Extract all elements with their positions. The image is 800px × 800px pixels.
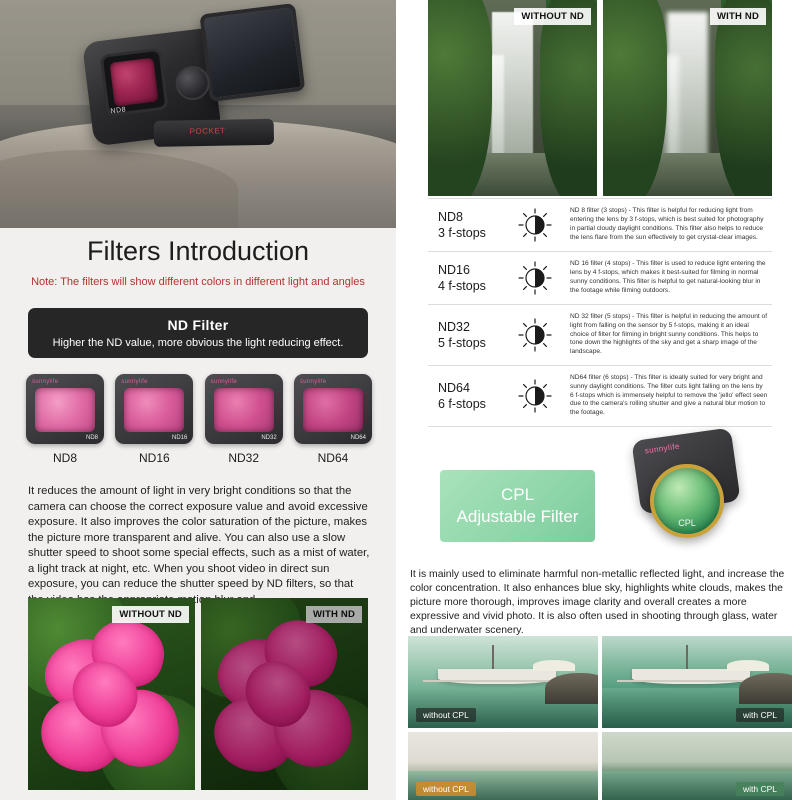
with-nd-tag: WITH ND [710, 8, 766, 25]
sun-half-icon [506, 317, 564, 353]
filter-glass [35, 388, 95, 432]
nd-row-name [428, 380, 506, 412]
nd-filter-glass [110, 58, 159, 107]
waterfall-comparison [428, 0, 772, 196]
table-row [428, 366, 772, 427]
nd-row-description: ND 8 filter (3 stops) - This filter is helpful for reducing light from entering the lens by 3 f-stops, which is best suited for photography in partial cloudy daylight conditions. This filter also helps to reduce the lens flare from the sun effectively to get crystal-clear images. [570, 207, 764, 241]
waterfall-without-nd [428, 0, 597, 196]
cpl-filter-mark: CPL [678, 518, 696, 528]
nd-row-title: ND32 [438, 319, 470, 334]
nd-row-name [428, 319, 506, 351]
nd-row-description: ND 16 filter (4 stops) - This filter is used to reduce light entering the lens by 4 f-stops, which makes it best-suited for filming in normal sunny conditions. This filter is helpful to get natural-looking blur in the footage while filming outdoors. [570, 260, 766, 294]
filter-chip-code: ND8 [85, 435, 98, 441]
cpl-filter-glass [650, 464, 724, 538]
filter-brand-label: sunnylife [32, 379, 59, 385]
camera-illustration [81, 10, 305, 163]
with-cpl-tag: with CPL [736, 782, 784, 796]
filter-item-nd16 [115, 374, 193, 465]
sun-half-icon [506, 260, 564, 296]
cpl-filter-illustration [636, 434, 736, 552]
filter-chip [294, 374, 372, 444]
nd-description-paragraph: It reduces the amount of light in very bright conditions so that the camera can choose the correct exposure value and avoid excessive exposure. It also improves the color saturation of the picture, makes the picture more transparent and alive. You can also use a slow shutter speed to shoot some special effects, such as a mist of water, a light track at night, etc. When you shoot video in direct sun exposure, you can reduce the shutter speed by ND filters, so that [28, 485, 370, 590]
foliage-left [428, 0, 492, 196]
table-row [428, 252, 772, 305]
nd-row-title: ND64 [438, 380, 470, 395]
cpl-shot-with-cpl-sky [602, 732, 792, 800]
nd-banner-title: ND Filter [167, 317, 229, 333]
flower-with-nd [201, 598, 368, 790]
cpl-badge-line1: CPL [500, 485, 535, 504]
flower-comparison [28, 598, 368, 790]
filter-item-nd64 [294, 374, 372, 465]
filter-chip [115, 374, 193, 444]
left-column [0, 0, 396, 800]
without-nd-tag: WITHOUT ND [112, 606, 189, 623]
filter-brand-label: sunnylife [121, 379, 148, 385]
without-nd-tag: WITHOUT ND [514, 8, 591, 25]
filter-brand-label: sunnylife [299, 379, 327, 385]
filter-glass [214, 388, 274, 432]
table-row [428, 305, 772, 366]
waterfall-with-nd [603, 0, 772, 196]
boat-mast [686, 645, 688, 671]
filter-chip-code: ND16 [171, 435, 188, 441]
nd-row-stops: 6 f-stops [438, 396, 486, 411]
nd-row-stops: 4 f-stops [438, 279, 486, 293]
page-title: Filters Introduction [86, 236, 310, 266]
camera-lens-label: ND8 [110, 106, 127, 116]
table-row [428, 198, 772, 252]
filter-label: ND32 [228, 451, 259, 465]
filter-chip-code: ND64 [350, 435, 366, 441]
filter-item-nd8 [26, 374, 104, 465]
umbrella-shape [727, 660, 769, 671]
sun-half-icon [506, 207, 564, 243]
without-cpl-tag: without CPL [416, 708, 476, 722]
filter-label: ND8 [52, 451, 77, 465]
filter-thumbnail-row [26, 374, 372, 465]
filter-label: ND64 [317, 451, 349, 465]
cpl-description-paragraph: It is mainly used to eliminate harmful non-metallic reflected light, and increase the color concentration. It also enhances blue sky, highlights white clouds, makes the picture more thorough, improves image clarity and overall creates a more expressive and vivid photo. It is also often used in shooting through glass, water and underwater scenery. [410, 569, 785, 636]
foliage-right [540, 0, 597, 196]
nd-filter-banner [28, 308, 368, 358]
camera-lens-housing [100, 48, 169, 117]
hero-camera-photo [0, 0, 396, 228]
camera-brand-label: POCKET [189, 126, 226, 136]
filter-glass [303, 388, 363, 432]
cpl-shot-without-cpl-boat [408, 636, 598, 728]
nd-row-title: ND8 [438, 210, 464, 224]
camera-screen [199, 3, 305, 102]
sun-half-icon [506, 378, 564, 414]
nd-specifications-table [428, 198, 772, 427]
cpl-comparison-grid [408, 636, 792, 800]
filter-chip [26, 374, 104, 444]
nd-row-title: ND16 [438, 263, 470, 277]
nd-row-name [428, 262, 506, 294]
filter-glass [124, 388, 184, 432]
filter-brand-label: sunnylife [210, 379, 238, 385]
cpl-badge-line2: Adjustable Filter [456, 507, 579, 526]
nd-row-stops: 3 f-stops [438, 226, 486, 240]
foliage-left [603, 0, 667, 196]
filter-item-nd32 [205, 374, 283, 465]
cpl-brand-label: sunnylife [644, 441, 681, 456]
rock-shape [545, 673, 598, 704]
rock-shape [739, 673, 792, 704]
filter-chip-code: ND32 [261, 435, 277, 441]
flower-without-nd [28, 598, 195, 790]
with-cpl-tag: with CPL [736, 708, 784, 722]
filter-label: ND16 [138, 451, 170, 465]
cpl-shot-without-cpl-sky [408, 732, 598, 800]
foliage-right [715, 0, 772, 196]
without-cpl-tag: without CPL [416, 782, 476, 796]
nd-row-stops: 5 f-stops [438, 335, 486, 350]
filter-chip [205, 374, 283, 444]
cpl-badge [440, 470, 595, 542]
boat-mast [492, 645, 494, 671]
nd-row-description: ND64 filter (6 stops) - This filter is ideally suited for very bright and sunny daylight conditions. The filter cuts light falling on the lens by 6 f-stops which is immensely helpful to remove the 'jello' effect seen due to the camera's rolling shutter and give a natural blur motion to the footage. [570, 373, 768, 417]
nd-row-name [428, 209, 506, 241]
cpl-shot-with-cpl-boat [602, 636, 792, 728]
page-note: Note: The filters will show different colors in different light and angles [31, 276, 365, 288]
nd-row-description: ND 32 filter (5 stops) - This filter is helpful in reducing the amount of light from falling on the sensor by 5 f-stops, making it an ideal choice of filter for filming in bright sunny conditions. This helps to tone down the highlights of the sky and get a sharp image of the landscape. [570, 313, 768, 356]
nd-banner-subtitle: Higher the ND value, more obvious the light reducing effect. [52, 337, 344, 349]
umbrella-shape [533, 660, 575, 671]
with-nd-tag: WITH ND [306, 606, 362, 623]
